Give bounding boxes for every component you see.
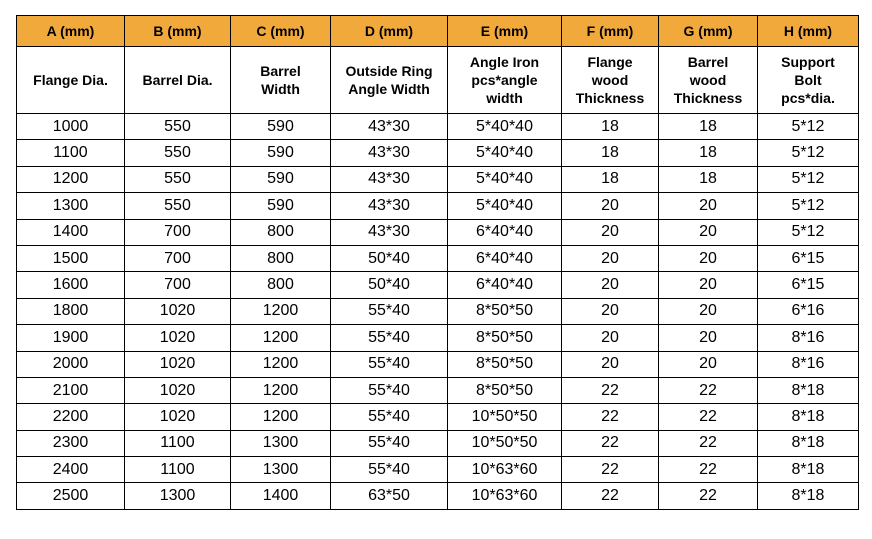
table-cell: 18 [659,114,758,140]
column-description-header: Barrel wood Thickness [659,47,758,114]
spec-table [16,15,859,510]
table-row [17,377,859,403]
table-row [17,404,859,430]
column-description-header: Angle Iron pcs*angle width [448,47,562,114]
table-cell: 5*40*40 [448,166,562,192]
table-cell: 800 [231,272,331,298]
table-cell: 590 [231,166,331,192]
table-cell: 43*30 [331,114,448,140]
table-cell: 6*40*40 [448,245,562,271]
table-cell: 10*63*60 [448,457,562,483]
table-cell: 5*12 [758,193,859,219]
table-cell: 1200 [231,351,331,377]
table-cell: 590 [231,140,331,166]
table-cell: 5*12 [758,219,859,245]
column-code-header: D (mm) [331,16,448,47]
table-cell: 55*40 [331,457,448,483]
table-cell: 20 [562,272,659,298]
table-cell: 22 [659,377,758,403]
table-cell: 1800 [17,298,125,324]
table-cell: 43*30 [331,193,448,219]
table-cell: 8*16 [758,351,859,377]
table-cell: 1020 [125,298,231,324]
table-cell: 8*18 [758,483,859,509]
table-body [17,114,859,510]
table-cell: 1020 [125,325,231,351]
table-cell: 55*40 [331,430,448,456]
table-cell: 700 [125,219,231,245]
column-code-row [17,16,859,47]
table-row [17,483,859,509]
table-row [17,430,859,456]
table-cell: 22 [562,404,659,430]
table-cell: 2400 [17,457,125,483]
table-cell: 20 [562,351,659,377]
table-cell: 6*15 [758,272,859,298]
table-cell: 22 [659,404,758,430]
table-cell: 43*30 [331,166,448,192]
table-cell: 10*50*50 [448,430,562,456]
column-description-header: Barrel Dia. [125,47,231,114]
table-cell: 8*18 [758,404,859,430]
table-cell: 1100 [125,430,231,456]
table-cell: 20 [659,325,758,351]
table-cell: 1020 [125,377,231,403]
column-code-header: H (mm) [758,16,859,47]
table-cell: 20 [562,325,659,351]
column-description-row [17,47,859,114]
table-row [17,219,859,245]
table-cell: 5*40*40 [448,114,562,140]
table-cell: 22 [659,457,758,483]
column-code-header: G (mm) [659,16,758,47]
table-cell: 8*50*50 [448,325,562,351]
table-cell: 1400 [231,483,331,509]
table-cell: 20 [562,219,659,245]
column-description-header: Outside Ring Angle Width [331,47,448,114]
table-cell: 22 [562,483,659,509]
table-cell: 20 [659,351,758,377]
table-cell: 8*18 [758,457,859,483]
table-cell: 1200 [231,298,331,324]
table-row [17,245,859,271]
table-cell: 5*40*40 [448,140,562,166]
table-cell: 22 [659,483,758,509]
column-description-header: Barrel Width [231,47,331,114]
table-cell: 700 [125,245,231,271]
table-cell: 55*40 [331,404,448,430]
table-cell: 1600 [17,272,125,298]
table-cell: 20 [562,298,659,324]
table-cell: 18 [659,166,758,192]
table-cell: 6*40*40 [448,272,562,298]
table-row [17,140,859,166]
table-cell: 1100 [125,457,231,483]
column-description-header: Flange wood Thickness [562,47,659,114]
table-cell: 800 [231,245,331,271]
table-row [17,166,859,192]
table-row [17,114,859,140]
table-cell: 20 [659,272,758,298]
table-cell: 5*12 [758,166,859,192]
table-cell: 10*50*50 [448,404,562,430]
table-cell: 1020 [125,404,231,430]
table-cell: 1020 [125,351,231,377]
table-cell: 1200 [231,377,331,403]
table-cell: 18 [562,114,659,140]
table-row [17,298,859,324]
table-cell: 1300 [231,430,331,456]
table-cell: 22 [562,457,659,483]
table-cell: 1200 [231,404,331,430]
table-cell: 22 [562,377,659,403]
table-cell: 1300 [125,483,231,509]
table-cell: 18 [562,140,659,166]
table-cell: 2200 [17,404,125,430]
table-cell: 1500 [17,245,125,271]
table-cell: 22 [562,430,659,456]
table-cell: 1900 [17,325,125,351]
table-cell: 8*16 [758,325,859,351]
column-code-header: E (mm) [448,16,562,47]
table-cell: 2500 [17,483,125,509]
table-cell: 8*50*50 [448,298,562,324]
table-row [17,193,859,219]
table-cell: 63*50 [331,483,448,509]
table-cell: 590 [231,193,331,219]
table-row [17,351,859,377]
table-cell: 8*50*50 [448,377,562,403]
table-cell: 55*40 [331,325,448,351]
table-cell: 1300 [231,457,331,483]
table-cell: 20 [562,245,659,271]
table-row [17,272,859,298]
table-cell: 10*63*60 [448,483,562,509]
column-code-header: C (mm) [231,16,331,47]
table-cell: 55*40 [331,377,448,403]
table-cell: 8*50*50 [448,351,562,377]
column-description-header: Flange Dia. [17,47,125,114]
table-cell: 550 [125,114,231,140]
column-code-header: F (mm) [562,16,659,47]
table-cell: 20 [562,193,659,219]
table-cell: 1400 [17,219,125,245]
table-cell: 800 [231,219,331,245]
table-cell: 5*40*40 [448,193,562,219]
column-code-header: B (mm) [125,16,231,47]
table-cell: 6*16 [758,298,859,324]
table-row [17,457,859,483]
table-cell: 1300 [17,193,125,219]
table-cell: 2300 [17,430,125,456]
table-cell: 43*30 [331,219,448,245]
table-cell: 550 [125,166,231,192]
table-cell: 6*40*40 [448,219,562,245]
table-cell: 18 [562,166,659,192]
table-cell: 2100 [17,377,125,403]
table-cell: 700 [125,272,231,298]
table-cell: 1000 [17,114,125,140]
table-cell: 20 [659,298,758,324]
table-cell: 6*15 [758,245,859,271]
table-cell: 22 [659,430,758,456]
table-cell: 43*30 [331,140,448,166]
column-code-header: A (mm) [17,16,125,47]
table-cell: 1100 [17,140,125,166]
table-cell: 1200 [231,325,331,351]
table-cell: 20 [659,245,758,271]
table-cell: 50*40 [331,272,448,298]
table-cell: 550 [125,140,231,166]
table-cell: 5*12 [758,140,859,166]
table-cell: 590 [231,114,331,140]
table-cell: 20 [659,219,758,245]
column-description-header: Support Bolt pcs*dia. [758,47,859,114]
table-cell: 55*40 [331,351,448,377]
table-cell: 18 [659,140,758,166]
table-cell: 550 [125,193,231,219]
table-cell: 20 [659,193,758,219]
table-cell: 5*12 [758,114,859,140]
table-cell: 2000 [17,351,125,377]
table-cell: 1200 [17,166,125,192]
table-cell: 55*40 [331,298,448,324]
table-cell: 8*18 [758,430,859,456]
table-cell: 50*40 [331,245,448,271]
table-cell: 8*18 [758,377,859,403]
table-row [17,325,859,351]
